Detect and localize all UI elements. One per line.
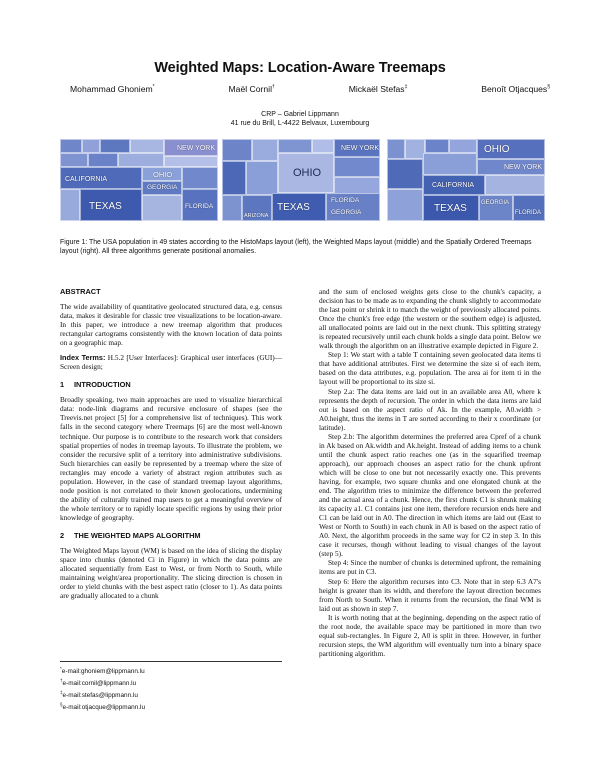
treemap-cell [423, 153, 477, 175]
body-paragraph: Step 6: Here the algorithm recurses into C3. Note that in step 6.3 A7's height is greater than its width, and therefore the layout direction becomes from North to South. When it returns from the recursion, the final WM is laid out as shown in step 7. [319, 576, 541, 613]
treemap-cell [60, 139, 82, 153]
paper-title: Weighted Maps: Location-Aware Treemaps [154, 60, 446, 76]
footnote: §e-mail:otjacque@lippmann.lu [60, 701, 146, 711]
treemap-cell [60, 153, 88, 167]
treemap-cell-ohio: OHIO [278, 153, 334, 193]
treemap-cell-arizona: ARIZONA [242, 195, 272, 221]
author-4: Benoît Otjacques§ [481, 84, 550, 94]
treemap-cell [222, 139, 252, 161]
treemap-histomaps [60, 139, 218, 221]
left-column [60, 287, 282, 600]
body-paragraph: Step 2.a: The data items are laid out in an available area A0, where k represents the depth of recursion. The order in which the data items are laid out is based on the aspect ratio of Ak. In the example, A0.width > A0.height, thus the items in T are sorted according to their x coordinate (or latitude). [319, 386, 541, 432]
treemap-cell [387, 189, 423, 221]
treemap-cell-california: CALIFORNIA [60, 167, 142, 189]
treemap-cell-ohio: OHIO [142, 167, 182, 181]
figure-1-caption: Figure 1: The USA population in 49 states according to the HistoMaps layout (left), the Weighted Maps layout (middle) and the Spatially Ordered Treemaps layout (right). All three algorithms generate positional anomalies. [60, 239, 532, 255]
treemap-cell [118, 153, 164, 167]
treemap-cell [246, 161, 278, 195]
author-1: Mohammad Ghoniem* [70, 84, 155, 94]
treemap-cell [312, 139, 334, 153]
treemap-cell-texas: TEXAS [80, 189, 142, 221]
section-2-text: The Weighted Maps layout (WM) is based on the idea of slicing the display space into chunks (denoted Ci in Figure) in which the data points are allocated sequentially from East to West, or from North to South, while maintaining weight/area proportionality. The slicing direction is chosen in order to yield chunks with the best aspect ratio (closer to 1). As data points are gradually allocated to a chunk [60, 545, 282, 601]
treemap-cell [222, 195, 242, 221]
body-paragraph: and the sum of enclosed weights gets close to the chunk's capacity, a decision has to be made as to expanding the chunk slightly to accommodate the last point or shrink it to match the weight of previously allocated points. Once the chunk's free edge (the western or the southern edge) is adjusted, all unallocated points are laid out in the next chunk. This splitting strategy is repeated recursively until each chunk holds a single data point. Below we walk through the algorithm on an illustrative example depicted in Figure 2. [319, 287, 541, 351]
treemap-cell-texas: TEXAS [272, 193, 326, 221]
body-paragraph: Step 2.b: The algorithm determines the preferred area Cpref of a chunk in Ak based on Ak.width and Ak.height. Instead of adding items to a chunk until the chunk aspect ratio reaches one (as in the squarified treemap approach), our approach chooses an aspect ratio for the chunk upfront which will be close to one but not necessarily exactly one. This prevents having, for example, two square chunks and one elongated chunk at the end. The algorithm tries to minimize the difference between the preferred and the actual area of a chunk. Hence, the first chunk C1 is shrunk making its capacity a1. C1 contains just one item, therefore recursion ends here and C1 can be laid out in A0. The direction in which items are laid out (East to West or North to South) in each chunk in A0 is based on the aspect ratio of A0. Next, the algorithm proceeds in the same way for C2 in step 3. In this case it recurses, though without leading to visual changes of the layout (step 5). [319, 431, 541, 559]
author-2: Maël Cornil† [228, 84, 275, 94]
treemap-cell [278, 139, 312, 153]
figure-1 [60, 139, 545, 221]
treemap-cell-new-york: NEW YORK [334, 139, 380, 157]
section-1-text: Broadly speaking, two main approaches are used to visualize hierarchical data: node-link diagrams and recursive enclosure of shapes (see the Treevis.net project [5] for a comprehensive list of techniques). This work falls in the second category where Treemaps [6] are the most well-known technique. Our purpose is to contribute to the research work that considers spatial properties of nodes in treemap layouts. To illustrate the problem, we consider the recursive split of a territory into administrative subdivisions. Such hierarchies can easily be represented by a treemap where the size of rectangles may encode a variety of abstract region attributes such as population. However, in the case of standard treemap layout algorithms, node position is not correlated to their known geolocations, undermining the ability of culturally trained map users to get a meaningful overview of the whole territory or to rapidly locate specific regions by using their prior knowledge of geography. [60, 395, 282, 522]
treemap-cell [100, 139, 130, 153]
treemap-cell [130, 139, 164, 153]
treemap-cell [405, 139, 425, 159]
treemap-weighted-maps [222, 139, 380, 221]
treemap-cell-florida: FLORIDA GEORGIA [326, 193, 380, 221]
author-3: Mickaël Stefas‡ [348, 84, 408, 94]
treemap-cell [334, 157, 380, 177]
body-paragraph: It is worth noting that at the beginning, depending on the aspect ratio of the root node, the available space may be partitioned in more than two equal sub-rectangles. In Figure 2, A0 is split in three. However, in further recursion steps, the WM algorithm will eventually turn into a binary space partitioning algorithm. [319, 612, 541, 658]
author-list [70, 84, 550, 94]
treemap-cell-texas: TEXAS [423, 195, 479, 221]
index-terms: Index Terms: H.5.2 [User Interfaces]: Graphical user interfaces (GUI)—Screen design; [60, 353, 283, 372]
body-paragraph: Step 4: Since the number of chunks is determined upfront, the remaining items are put in C3. [319, 558, 541, 577]
treemap-cell [222, 161, 246, 195]
treemap-cell [82, 139, 100, 153]
treemap-cell-florida: FLORIDA [513, 195, 545, 221]
treemap-cell-ohio: OHIO [477, 139, 545, 159]
abstract-text: The wide availability of quantitative geolocated structured data, e.g. census data, makes it desirable for classic tree visualizations to be location-aware. In this paper, we introduce a new treemap algorithm that produces rectangular cartograms consistently with the known location of data points on a geographic map. [60, 302, 282, 348]
treemap-cell [449, 139, 477, 153]
treemap-cell [164, 156, 218, 167]
abstract-heading: ABSTRACT [60, 287, 101, 296]
treemap-cell [60, 189, 80, 221]
affiliation-address: 41 rue du Brill, L-4422 Belvaux, Luxembourg [230, 120, 370, 127]
treemap-cell [252, 139, 278, 161]
footnote: *e-mail:ghoniem@lippmann.lu [60, 666, 145, 676]
treemap-cell-california: CALIFORNIA [423, 175, 485, 195]
footnote: †e-mail:cornil@lippmann.lu [60, 677, 137, 688]
treemap-cell-florida: FLORIDA [182, 189, 218, 221]
treemap-cell-georgia: GEORGIA [479, 195, 513, 221]
treemap-cell [88, 153, 118, 167]
author-footnotes [60, 661, 282, 713]
affiliation-name: CRP – Gabriel Lippmann [261, 111, 339, 118]
treemap-cell-georgia: GEORGIA [142, 181, 182, 195]
treemap-cell [387, 139, 405, 159]
treemap-cell [182, 167, 218, 189]
treemap-spatially-ordered [387, 139, 545, 221]
treemap-cell [485, 175, 545, 195]
right-column [319, 287, 541, 658]
treemap-cell-new-york: NEW YORK [477, 159, 545, 175]
section-2-heading: 2 THE WEIGHTED MAPS ALGORITHM [60, 530, 201, 540]
section-1-heading: 1 INTRODUCTION [60, 380, 131, 390]
treemap-cell [387, 159, 423, 189]
treemap-cell-new-york: NEW YORK [164, 139, 218, 156]
body-paragraph: Step 1: We start with a table T containing seven geolocated data items ti that have additional attributes. First we determine the size si of each item, based on the data attributes, e.g. population. The area ai for item ti in the layout will be proportional to its size si. [319, 350, 541, 387]
treemap-cell [142, 195, 182, 221]
footnote: ‡e-mail:stefas@lippmann.lu [60, 689, 138, 699]
treemap-cell [425, 139, 449, 153]
